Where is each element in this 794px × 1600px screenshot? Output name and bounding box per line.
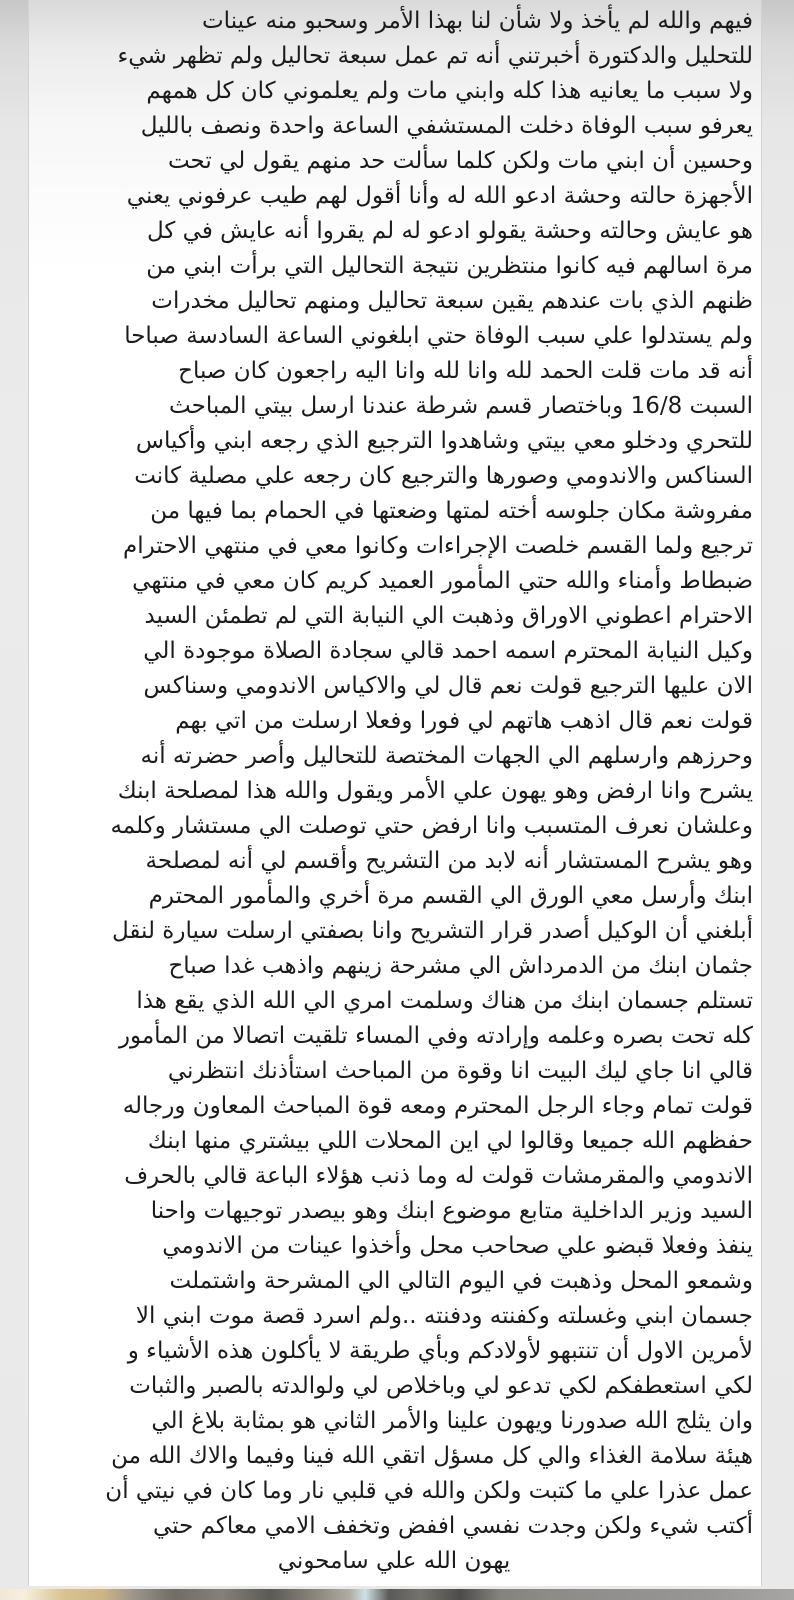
text-line: يشرح وانا ارفض وهو يهون علي الأمر ويقول والله هذا لمصلحة ابنك [117,778,753,804]
text-line: ظنهم الذي بات عندهم يقين سبعة تحاليل ومنهم تحاليل مخدرات [151,288,753,314]
text-column [29,0,761,1579]
text-line: ولا سبب ما يعانيه هذا كله وابني مات ولم يعلموني كان كل همهم [146,78,753,104]
text-line: ترجيع ولما القسم خلصت الإجراءات وكانوا معي في منتهي الاحترام [122,533,753,559]
text-line: عمل عذرا علي ما كتبت ولكن والله في قلبي نار وما كان في نيتي أن [105,1478,753,1504]
text-line: للتحليل والدكتورة أخبرتني أنه تم عمل سبعة تحاليل ولم تظهر شيء [117,43,753,69]
text-line: جثمان ابنك من الدمرداش الي مشرحة زينهم واذهب غدا صباح [168,953,753,979]
text-line: مرة اسالهم فيه كانوا منتظرين نتيجة التحاليل التي برأت ابني من [146,253,753,279]
text-line: ابنك وأرسل معي الورق الي القسم مرة أخري والمأمور المحترم [148,883,753,909]
text-line: وان يثلج الله صدورنا ويهون علينا والأمر الثاني هو بمثابة بلاغ الي [151,1408,753,1434]
text-line: السبت 16/8 وباختصار قسم شرطة عندنا ارسل بيتي المباحث [169,393,753,419]
text-line: أنه قد مات قلت الحمد لله وانا لله وانا اليه راجعون كان صباح [178,358,753,384]
text-line: وعلشان نعرف المتسبب وانا ارفض حتي توصلت الي مستشار وكلمه [110,813,753,839]
page [28,0,762,1586]
text-line: مفروشة مكان جلوسه أخته لمتها وضعتها في الحمام بما فيها من [150,498,753,524]
text-line: وشمعو المحل وذهبت في اليوم التالي الي المشرحة واشتملت [169,1268,753,1294]
text-line: ولم يستدلوا علي سبب الوفاة حتي ابلغوني الساعة السادسة صباحا [124,323,753,349]
text-line: قالي انا جاي ليك البيت انا وقوة من المباحث استأذنك انتظرني [167,1058,753,1084]
text-line: لكي استعطفكم لكي تدعو لي وباخلاص لي ولوالدته بالصبر والثبات [129,1373,753,1399]
text-line: فيهم والله لم يأخذ ولا شأن لنا بهذا الأمر وسحبو منه عينات [202,8,753,34]
text-line: قولت نعم قال اذهب هاتهم لي فورا وفعلا ارسلت من اتي بهم [175,708,753,734]
text-line: للتحري ودخلو معي بيتي وشاهدوا الترجيع الذي رجعه ابني وأكياس [135,428,753,454]
text-line: ضبطاط وأمناء والله حتي المأمور العميد كريم كان معي في منتهي [132,568,753,594]
text-line: وحسين أن ابني مات ولكن كلما سألت حد منهم يقول لي تحت [167,148,753,174]
next-image-preview [0,1589,794,1600]
text-line: يعرفو سبب الوفاة دخلت المستشفي الساعة واحدة ونصف بالليل [140,113,753,139]
text-line: حفظهم الله جميعا وقالوا لي اين المحلات اللي بيشتري منها ابنك [147,1128,753,1154]
text-line: يهون الله علي سامحوني [277,1548,511,1574]
text-line: تستلم جسمان ابنك من هناك وسلمت امري الي الله الذي يقع هذا [136,988,753,1014]
text-line: جسمان ابني وغسلته وكفنته ودفنته ..ولم اسرد قصة موت ابني الا [135,1303,753,1329]
text-line: السناكس والاندومي وصورها والترجيع كان رجعه علي مصلية كانت [134,463,753,489]
text-line: أبلغني أن الوكيل أصدر قرار التشريح وانا بصفتي ارسلت سيارة لنقل [111,918,753,944]
text-line: الاندومي والمقرمشات قولت له وما ذنب هؤلاء الباعة قالي بالحرف [124,1163,753,1189]
text-line: الاحترام اعطوني الاوراق وذهبت الي النيابة التي لم تطمئن السيد [144,603,753,629]
text-line: السيد وزير الداخلية متابع موضوع ابنك وهو بيصدر توجيهات واحنا [150,1198,753,1224]
text-line: الان عليها الترجيع قولت نعم قال لي والاكياس الاندومي وسناكس [143,673,753,699]
text-line: هو عايش وحالته وحشة يقولو ادعو له لم يقروا أنه عايش في كل [146,218,753,244]
text-line: ينفذ وفعلا قبضو علي صحاحب محل وأخذوا عينات من الاندومي [162,1233,753,1259]
text-line: وهو يشرح المستشار أنه لابد من التشريح وأقسم لي أنه لمصلحة [145,848,753,874]
text-line: كله تحت بصره وعلمه وإرادته وفي المساء تلقيت اتصالا من المأمور [118,1023,753,1049]
text-line: هيئة سلامة الغذاء والي كل مسؤل اتقي الله فينا وفيما والاك الله من [111,1443,753,1469]
text-line: قولت تمام وجاء الرجل المحترم ومعه قوة المباحث المعاون ورجاله [122,1093,753,1119]
text-line: وكيل النيابة المحترم اسمه احمد قالي سجادة الصلاة موجودة الي [143,638,753,664]
text-line: أكتب شيء ولكن وجدت نفسي اففض وتخفف الامي معاكم حتي [152,1513,753,1539]
text-line: لأمرين الاول أن تنتبهو لأولادكم وبأي طريقة لا يأكلون هذه الأشياء و [127,1338,753,1364]
text-line: وحرزهم وارسلهم الي الجهات المختصة للتحاليل وأصر حضرته أنه [140,743,753,769]
text-line: الأجهزة حالته وحشة ادعو الله له وأنا أقول لهم طيب عرفوني يعني [126,183,753,209]
